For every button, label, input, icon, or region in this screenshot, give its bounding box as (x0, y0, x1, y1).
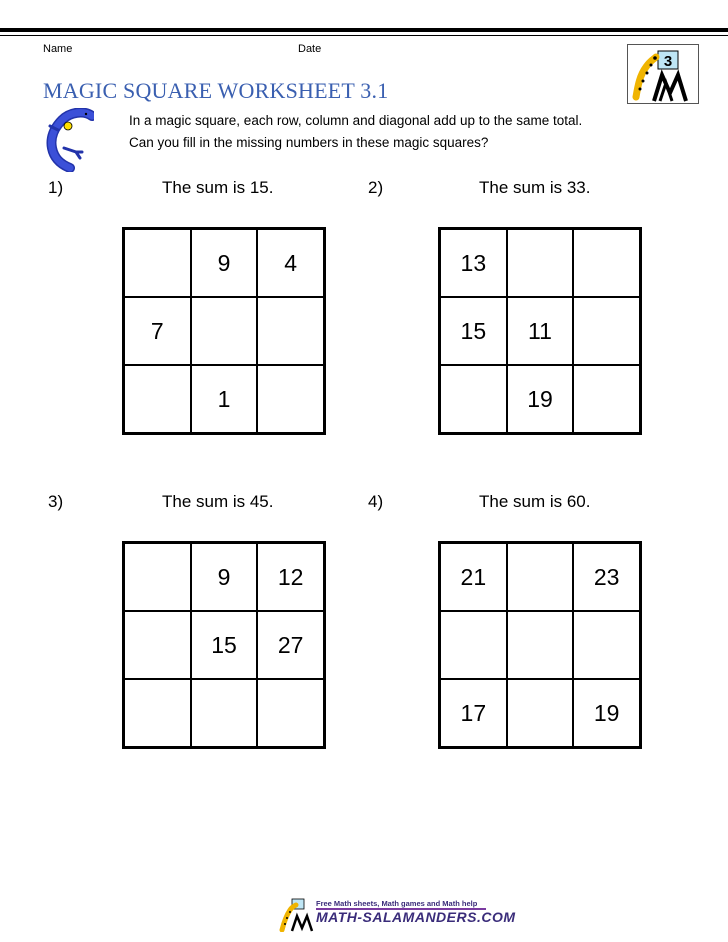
cell[interactable]: 23 (573, 543, 640, 611)
footer-site-link[interactable]: MATH-SALAMANDERS.COM (316, 909, 516, 925)
name-label: Name (43, 43, 73, 55)
cell[interactable] (573, 365, 640, 433)
cell[interactable] (124, 365, 191, 433)
cell[interactable]: 1 (191, 365, 258, 433)
instructions (129, 110, 582, 154)
cell[interactable] (257, 297, 324, 365)
cell[interactable] (507, 543, 574, 611)
math-salamanders-grade-logo-icon (627, 44, 699, 104)
magic-square-3 (122, 541, 326, 749)
cell[interactable] (440, 611, 507, 679)
cell[interactable]: 19 (573, 679, 640, 747)
cell[interactable] (191, 679, 258, 747)
footer-tagline: Free Math sheets, Math games and Math help (316, 899, 478, 908)
cell[interactable] (440, 365, 507, 433)
cell[interactable] (124, 543, 191, 611)
cell[interactable] (507, 229, 574, 297)
cell[interactable]: 19 (507, 365, 574, 433)
cell[interactable]: 17 (440, 679, 507, 747)
magic-square-1 (122, 227, 326, 435)
problem-4-number: 4) (368, 492, 384, 511)
problem-3-sum: The sum is 45. (162, 492, 274, 511)
cell[interactable] (507, 611, 574, 679)
cell[interactable]: 9 (191, 229, 258, 297)
cell[interactable]: 7 (124, 297, 191, 365)
problem-4-sum: The sum is 60. (479, 492, 591, 511)
magic-square-2 (438, 227, 642, 435)
instructions-line-1: In a magic square, each row, column and diagonal add up to the same total. (129, 113, 583, 128)
cell[interactable]: 11 (507, 297, 574, 365)
cell[interactable]: 12 (257, 543, 324, 611)
problem-2-number: 2) (368, 178, 384, 197)
cell[interactable] (573, 229, 640, 297)
cell[interactable]: 15 (440, 297, 507, 365)
cell[interactable]: 9 (191, 543, 258, 611)
top-rule-thin (0, 35, 728, 36)
instructions-line-2: Can you fill in the missing numbers in these magic squares? (129, 135, 489, 150)
cell[interactable] (573, 611, 640, 679)
cell[interactable] (573, 297, 640, 365)
cell[interactable] (257, 365, 324, 433)
cell[interactable] (124, 679, 191, 747)
cell[interactable]: 21 (440, 543, 507, 611)
problem-1-sum: The sum is 15. (162, 178, 274, 197)
cell[interactable]: 13 (440, 229, 507, 297)
cell[interactable] (507, 679, 574, 747)
blue-salamander-icon (46, 108, 94, 172)
cell[interactable]: 4 (257, 229, 324, 297)
cell[interactable] (124, 229, 191, 297)
cell[interactable]: 27 (257, 611, 324, 679)
date-label: Date (298, 43, 322, 55)
top-rule-thick (0, 28, 728, 32)
magic-square-4 (438, 541, 642, 749)
cell[interactable] (124, 611, 191, 679)
cell[interactable] (257, 679, 324, 747)
page-title: MAGIC SQUARE WORKSHEET 3.1 (43, 78, 389, 103)
grade-badge-text: 3 (663, 53, 673, 70)
cell[interactable] (191, 297, 258, 365)
cell[interactable]: 15 (191, 611, 258, 679)
problem-2-sum: The sum is 33. (479, 178, 591, 197)
problem-1-number: 1) (48, 178, 64, 197)
problem-3-number: 3) (48, 492, 64, 511)
